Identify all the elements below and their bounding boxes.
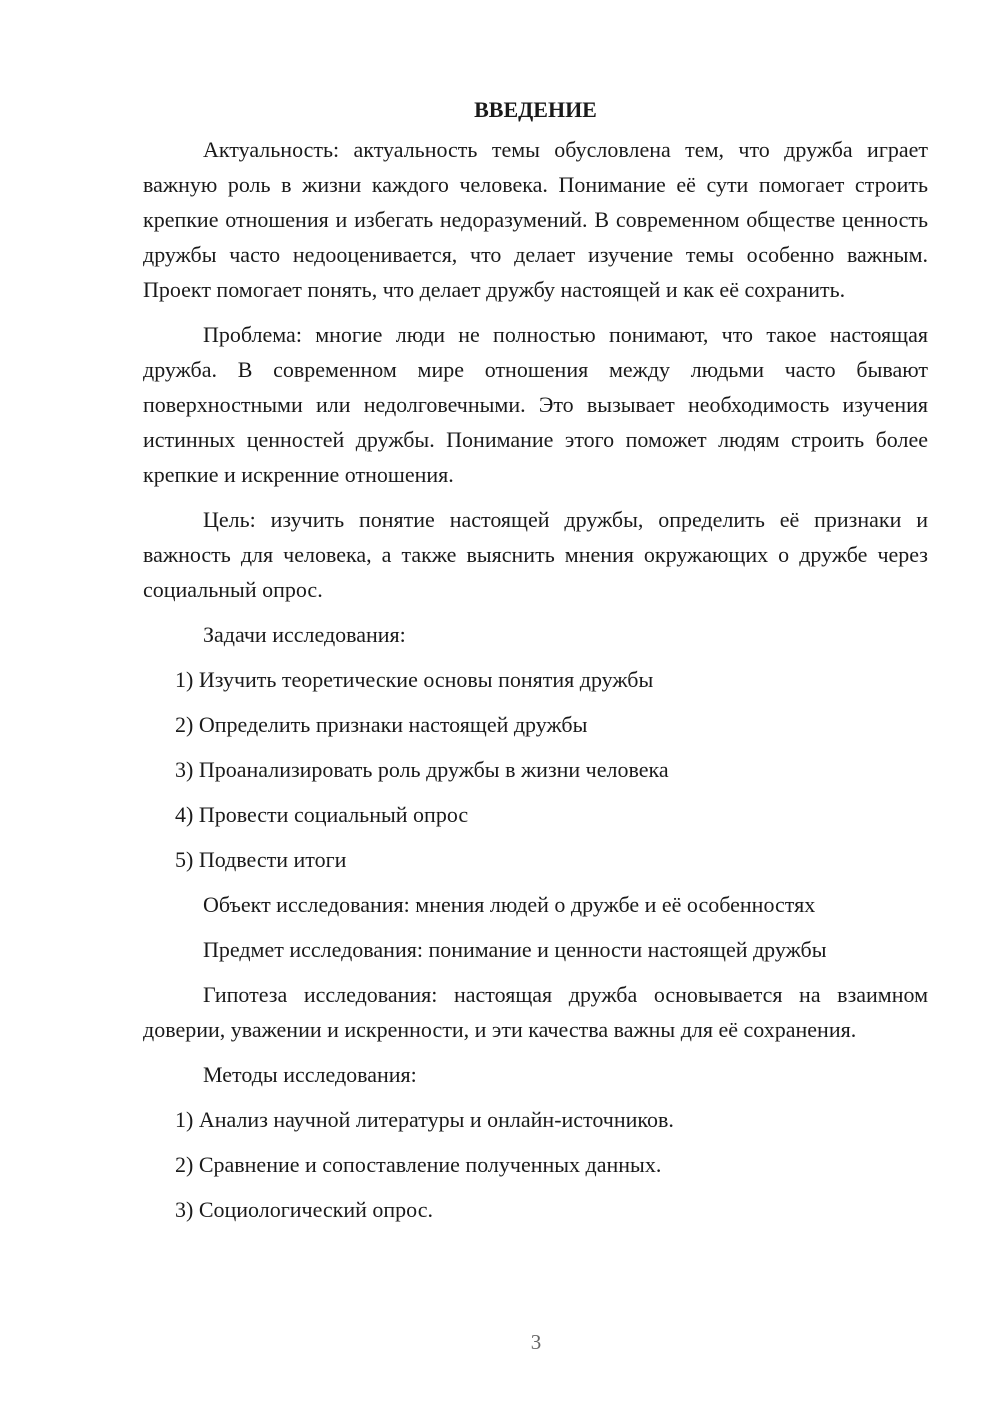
hypothesis-paragraph: Гипотеза исследования: настоящая дружба основывается на взаимном доверии, уважении и искренности, и эти качества важны для её сохранения.	[143, 982, 928, 1042]
method-item: 3) Социологический опрос.	[175, 1197, 433, 1222]
page-number: 3	[530, 1330, 542, 1354]
document-page	[143, 92, 928, 1237]
task-item: 3) Проанализировать роль дружбы в жизни человека	[175, 757, 669, 782]
task-item: 1) Изучить теоретические основы понятия дружбы	[175, 667, 654, 692]
tasks-list	[143, 662, 928, 877]
goal-paragraph: Цель: изучить понятие настоящей дружбы, определить её признаки и важность для человека, а также выяснить мнения окружающих о дружбе через социальный опрос.	[143, 507, 928, 602]
task-item: 4) Провести социальный опрос	[175, 802, 469, 827]
tasks-heading: Задачи исследования:	[203, 622, 406, 647]
section-title: ВВЕДЕНИЕ	[474, 97, 597, 122]
relevance-paragraph: Актуальность: актуальность темы обусловлена тем, что дружба играет важную роль в жизни каждого человека. Понимание её сути помогает строить крепкие отношения и избегать недоразумений. В современном обществе ценность дружбы часто недооценивается, что делает изучение темы особенно важным. Проект помогает понять, что делает дружбу настоящей и как её сохранить.	[143, 137, 928, 302]
methods-heading: Методы исследования:	[203, 1062, 417, 1087]
object-paragraph: Объект исследования: мнения людей о дружбе и её особенностях	[203, 892, 816, 917]
method-item: 2) Сравнение и сопоставление полученных данных.	[175, 1152, 662, 1177]
subject-paragraph: Предмет исследования: понимание и ценности настоящей дружбы	[203, 937, 827, 962]
task-item: 2) Определить признаки настоящей дружбы	[175, 712, 588, 737]
task-item: 5) Подвести итоги	[175, 847, 347, 872]
method-item: 1) Анализ научной литературы и онлайн-источников.	[175, 1107, 674, 1132]
methods-list	[143, 1102, 928, 1227]
problem-paragraph: Проблема: многие люди не полностью понимают, что такое настоящая дружба. В современном мире отношения между людьми часто бывают поверхностными или недолговечными. Это вызывает необходимость изучения истинных ценностей дружбы. Понимание этого поможет людям строить более крепкие и искренние отношения.	[143, 322, 928, 487]
